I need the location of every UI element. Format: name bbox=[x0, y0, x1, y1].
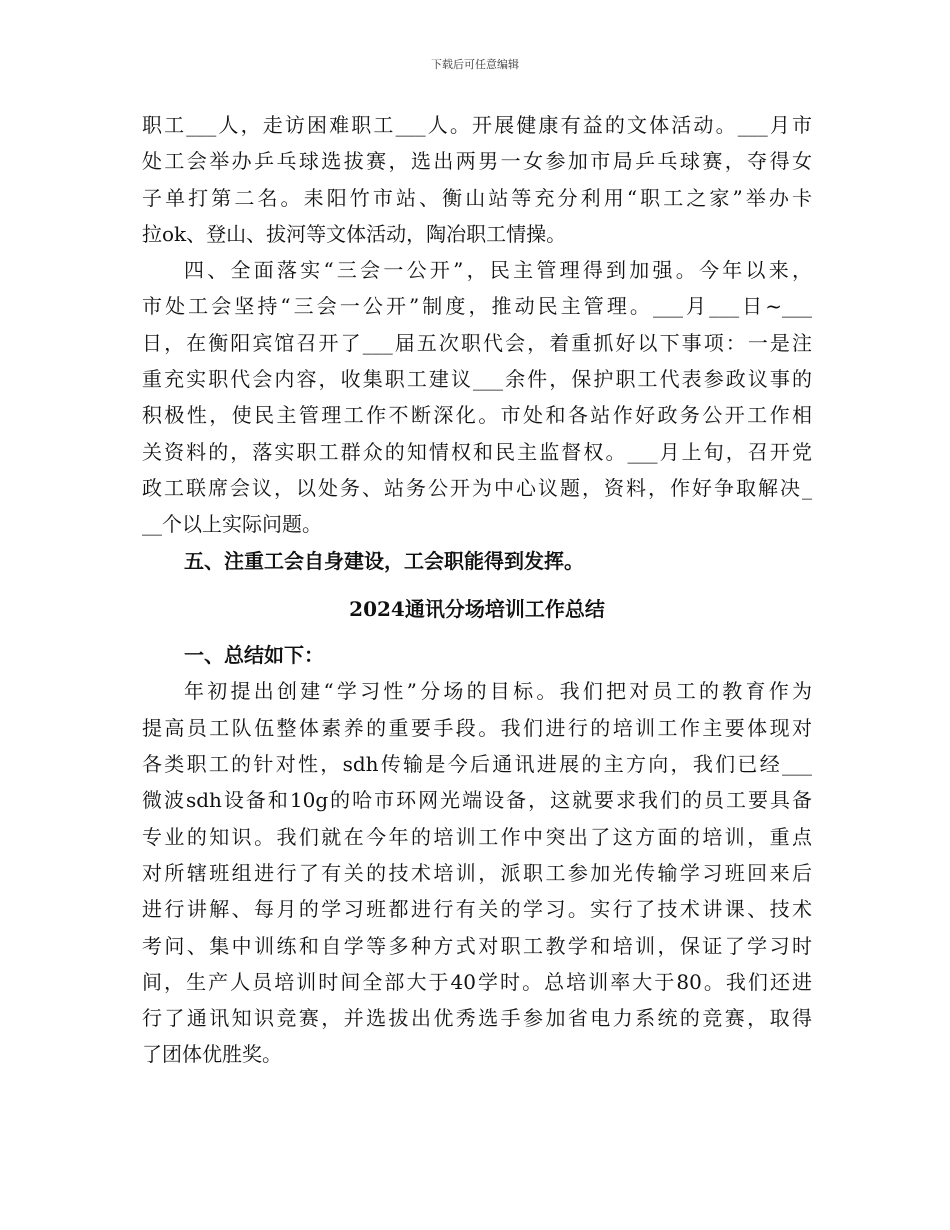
text-line: 子单打第二名。耒阳竹市站、衡山站等充分利用“职工之家”举办卡 bbox=[142, 185, 812, 210]
text-line: __个以上实际问题。 bbox=[142, 512, 322, 537]
text-line: 重充实职代会内容，收集职工建议___余件，保护职工代表参政议事的 bbox=[142, 367, 812, 392]
text-line: 对所辖班组进行了有关的技术培训，派职工参加光传输学习班回来后 bbox=[142, 860, 812, 885]
text-line: 行了通讯知识竞赛，并选拔出优秀选手参加省电力系统的竞赛，取得 bbox=[142, 1006, 812, 1031]
paragraph-summary bbox=[142, 673, 812, 1072]
text-line: 四、全面落实“三会一公开”，民主管理得到加强。今年以来， bbox=[184, 258, 812, 283]
paragraph-activities bbox=[142, 107, 812, 252]
text-line: 处工会举办乒乓球选拔赛，选出两男一女参加市局乒乓球赛，夺得女 bbox=[142, 149, 812, 174]
text-line: 专业的知识。我们就在今年的培训工作中突出了这方面的培训，重点 bbox=[142, 824, 812, 849]
text-line: 政工联席会议，以处务、站务公开为中心议题，资料，作好争取解决_ bbox=[142, 475, 812, 500]
document-body bbox=[142, 107, 812, 1073]
text-line: 提高员工队伍整体素养的重要手段。我们进行的培训工作主要体现对 bbox=[142, 715, 812, 740]
page-header: 下载后可任意编辑 bbox=[431, 58, 519, 71]
text-line: 间，生产人员培训时间全部大于40学时。总培训率大于80。我们还进 bbox=[142, 969, 812, 994]
text-line: 各类职工的针对性，sdh传输是今后通讯进展的主方向，我们已经___ bbox=[142, 752, 812, 777]
text-line: 了团体优胜奖。 bbox=[142, 1042, 282, 1067]
text-line: 市处工会坚持“三会一公开”制度，推动民主管理。___月___日~___ bbox=[142, 294, 812, 319]
text-line: 进行讲解、每月的学习班都进行有关的学习。实行了技术讲课、技术 bbox=[142, 897, 812, 922]
document-title: 2024通讯分场培训工作总结 bbox=[349, 596, 605, 621]
paragraph-section-four bbox=[142, 252, 812, 542]
text-line: 考问、集中训练和自学等多种方式对职工教学和培训，保证了学习时 bbox=[142, 933, 812, 958]
text-line: 年初提出创建“学习性”分场的目标。我们把对员工的教育作为 bbox=[184, 679, 812, 704]
text-line: 职工___人，走访困难职工___人。开展健康有益的文体活动。___月市 bbox=[142, 113, 812, 137]
text-line: 日，在衡阳宾馆召开了___届五次职代会，着重抓好以下事项：一是注 bbox=[142, 330, 812, 355]
section-five-heading: 五、注重工会自身建设，工会职能得到发挥。 bbox=[184, 548, 584, 573]
text-line: 关资料的，落实职工群众的知情权和民主监督权。___月上旬，召开党 bbox=[142, 439, 812, 464]
text-line: 积极性，使民主管理工作不断深化。市处和各站作好政务公开工作相 bbox=[142, 403, 812, 428]
text-line: 微波sdh设备和10g的哈市环网光端设备，这就要求我们的员工要具备 bbox=[142, 788, 812, 813]
text-line: 拉ok、登山、拔河等文体活动，陶冶职工情操。 bbox=[142, 221, 567, 246]
summary-heading: 一、总结如下： bbox=[184, 643, 324, 668]
